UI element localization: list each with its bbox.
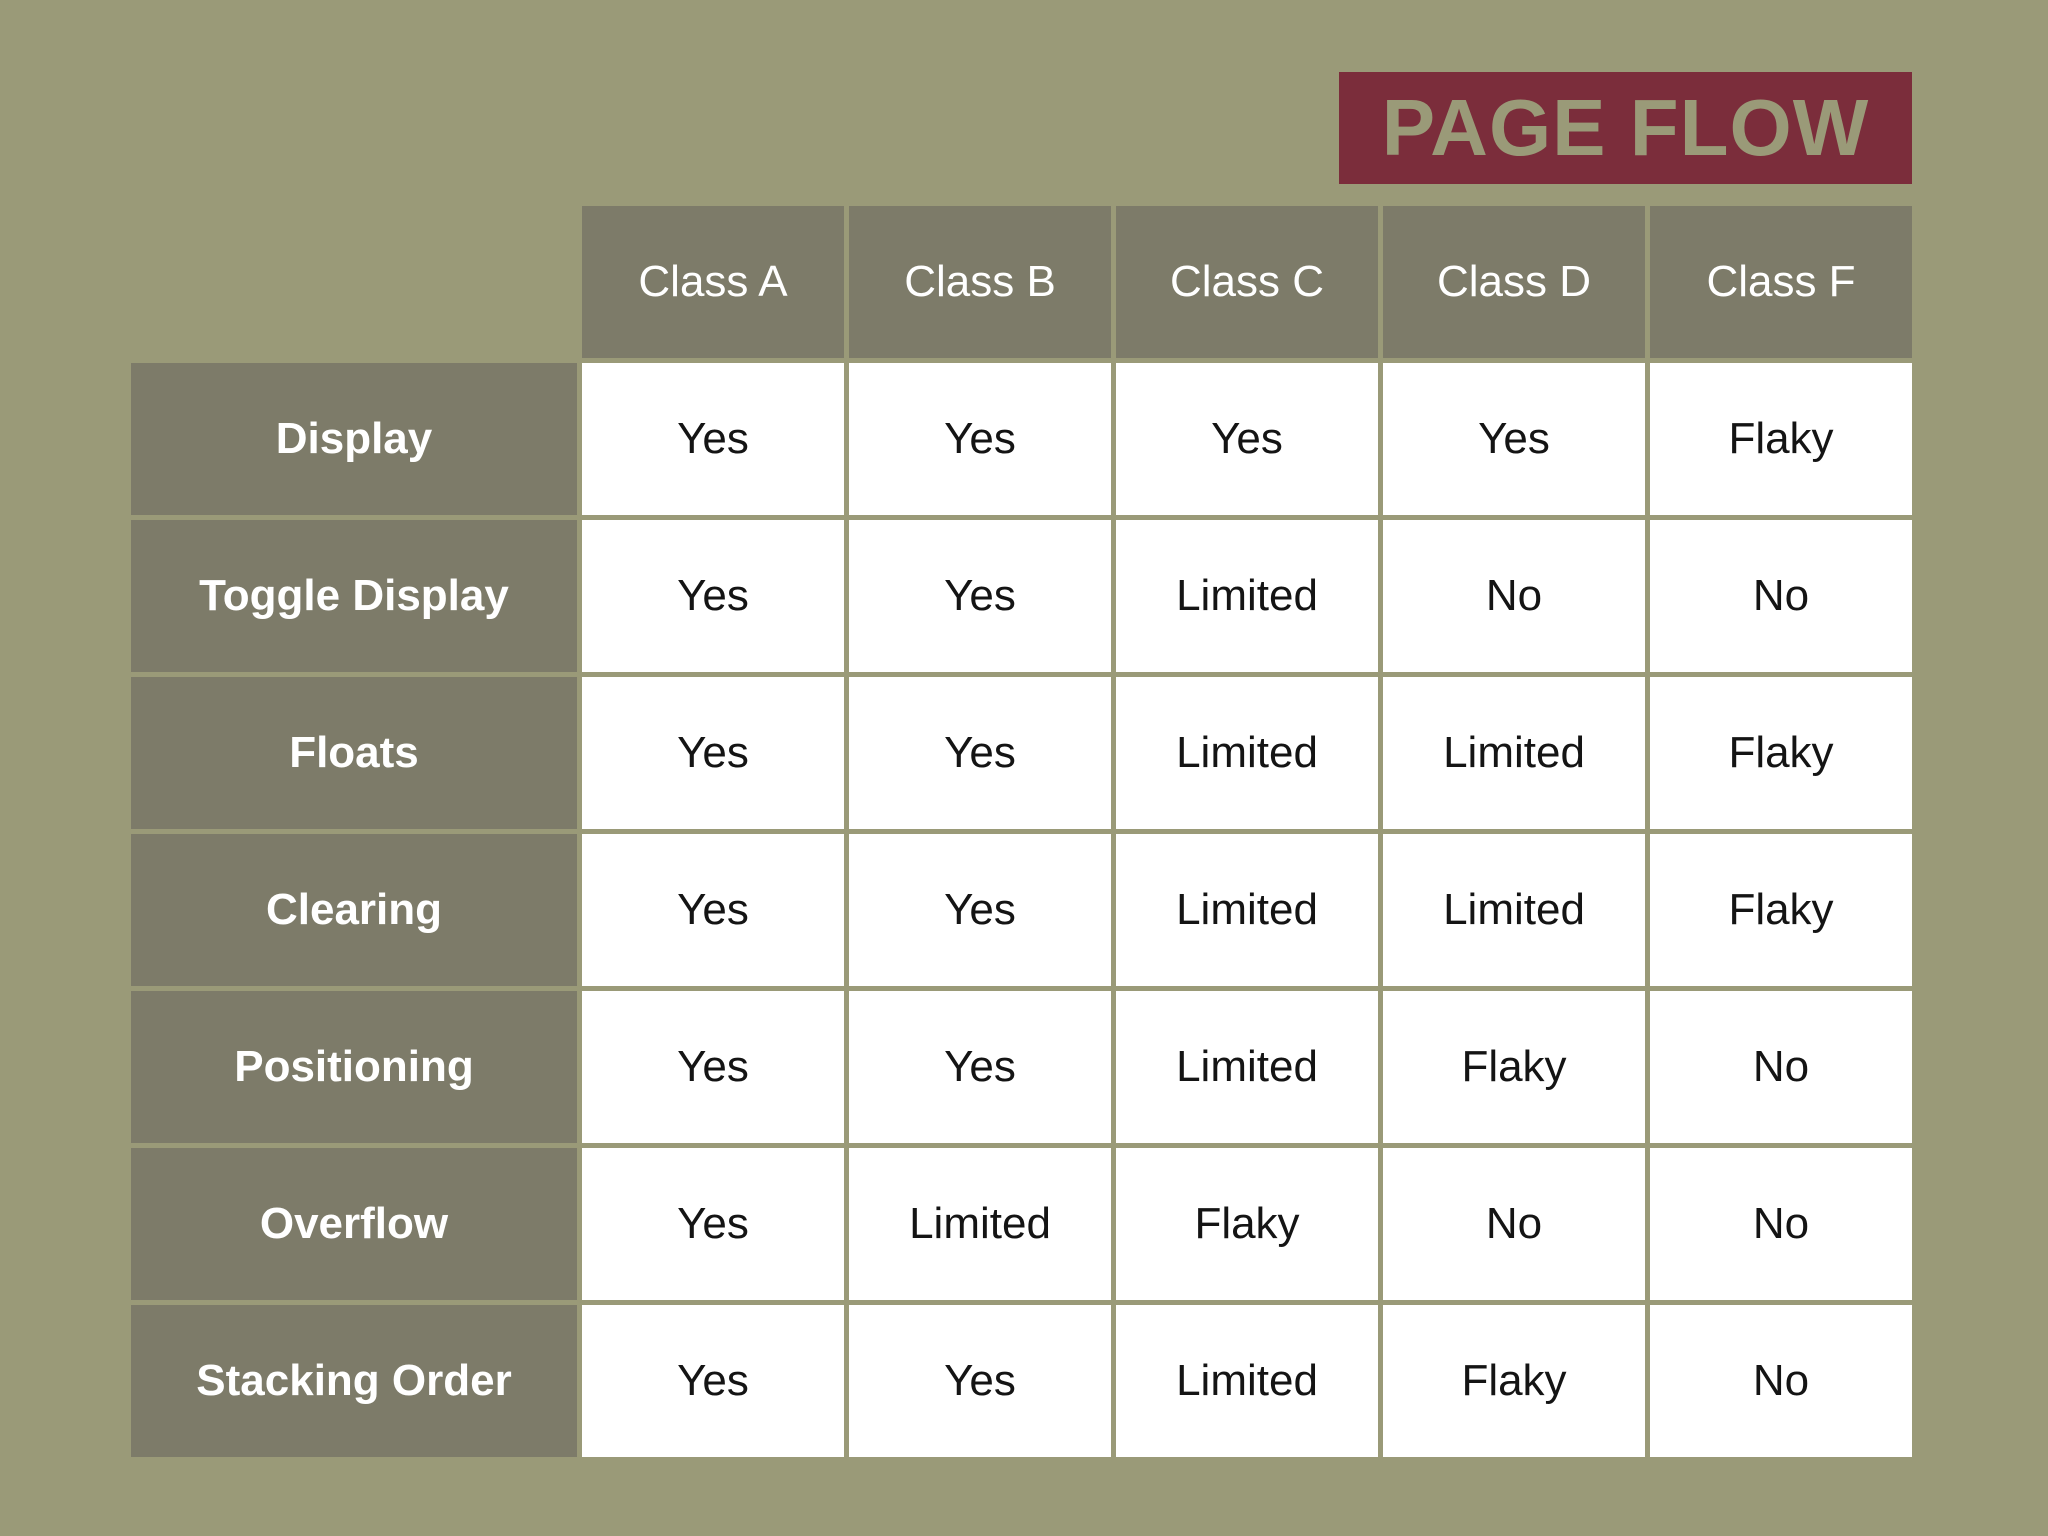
table-cell: No	[1650, 1305, 1912, 1457]
column-header: Class A	[582, 206, 844, 358]
column-header: Class D	[1383, 206, 1645, 358]
row-header: Overflow	[131, 1148, 577, 1300]
table-cell: Yes	[849, 520, 1111, 672]
row-header: Floats	[131, 677, 577, 829]
table-cell: Flaky	[1650, 677, 1912, 829]
column-header: Class C	[1116, 206, 1378, 358]
row-header: Clearing	[131, 834, 577, 986]
table-cell: Yes	[1383, 363, 1645, 515]
table-cell: Yes	[849, 677, 1111, 829]
table-cell: No	[1650, 1148, 1912, 1300]
compatibility-table	[131, 206, 1912, 1457]
column-header: Class B	[849, 206, 1111, 358]
table-cell: Yes	[582, 677, 844, 829]
table-cell: Flaky	[1383, 1305, 1645, 1457]
table-cell: Yes	[582, 1148, 844, 1300]
table-cell: No	[1383, 520, 1645, 672]
table-cell: Yes	[849, 363, 1111, 515]
table-cell: Yes	[849, 1305, 1111, 1457]
page-title-banner	[1339, 72, 1912, 184]
table-cell: Flaky	[1116, 1148, 1378, 1300]
table-cell: Limited	[849, 1148, 1111, 1300]
table-cell: Limited	[1383, 834, 1645, 986]
table-cell: Yes	[582, 520, 844, 672]
table-cell: Limited	[1116, 677, 1378, 829]
table-cell: Yes	[1116, 363, 1378, 515]
table-cell: Flaky	[1383, 991, 1645, 1143]
table-cell: Yes	[582, 991, 844, 1143]
table-cell: Limited	[1116, 991, 1378, 1143]
table-cell: No	[1650, 991, 1912, 1143]
table-cell: Yes	[582, 834, 844, 986]
table-cell: Limited	[1116, 520, 1378, 672]
table-corner	[131, 206, 577, 358]
table-cell: Yes	[582, 1305, 844, 1457]
table-cell: Yes	[849, 991, 1111, 1143]
table-cell: Yes	[582, 363, 844, 515]
table-cell: Flaky	[1650, 834, 1912, 986]
column-header: Class F	[1650, 206, 1912, 358]
table-cell: Limited	[1116, 834, 1378, 986]
table-cell: Yes	[849, 834, 1111, 986]
row-header: Stacking Order	[131, 1305, 577, 1457]
table-cell: No	[1650, 520, 1912, 672]
table-cell: Limited	[1383, 677, 1645, 829]
page-title: PAGE FLOW	[1381, 83, 1870, 172]
table-cell: No	[1383, 1148, 1645, 1300]
row-header: Display	[131, 363, 577, 515]
row-header: Toggle Display	[131, 520, 577, 672]
table-cell: Flaky	[1650, 363, 1912, 515]
row-header: Positioning	[131, 991, 577, 1143]
table-cell: Limited	[1116, 1305, 1378, 1457]
